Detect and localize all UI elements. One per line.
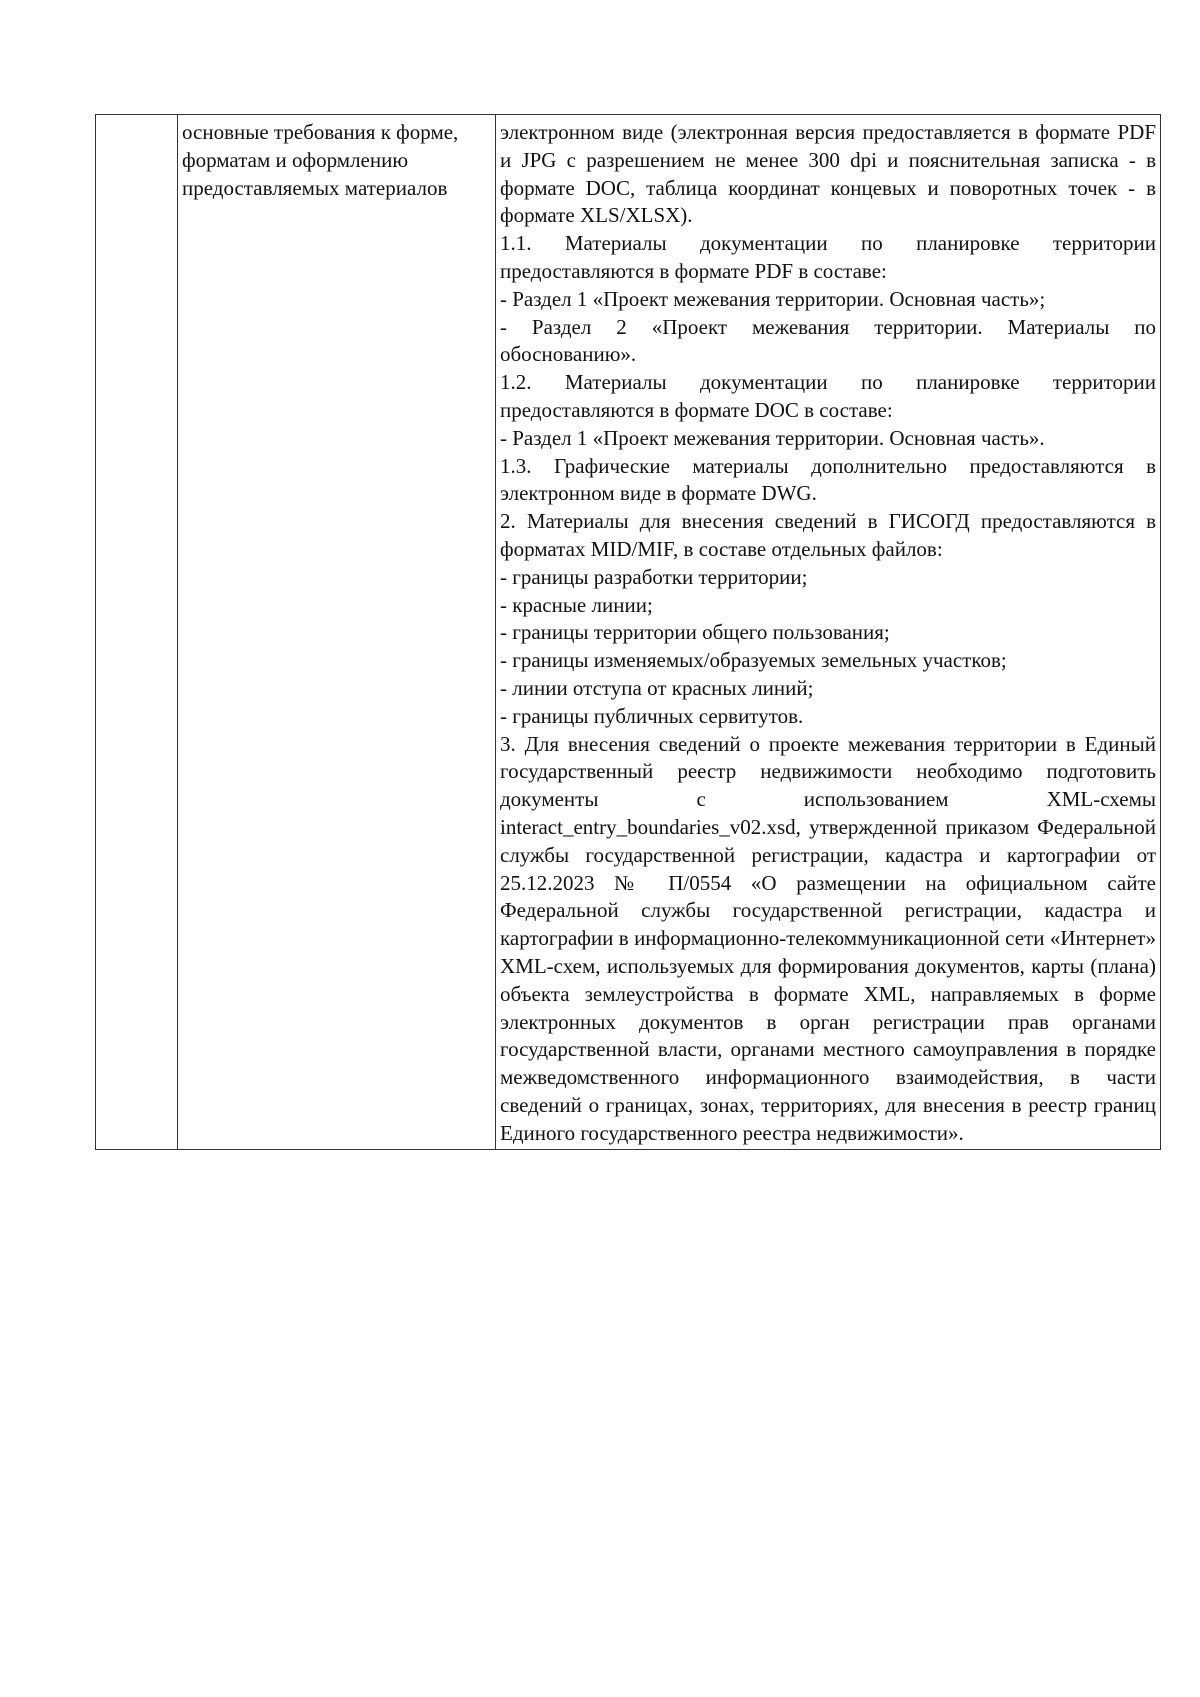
- content-paragraph: 1.3. Графические материалы дополнительно предоставляются в электронном виде в формате DWG.: [500, 453, 1156, 506]
- content-paragraph: электронном виде (электронная версия предоставляется в формате PDF и JPG с разрешением не менее 300 dpi и пояснительная записка - в формате DOC, таблица координат концевых и поворотных точек - в формате XLS/XLSX).: [500, 120, 1156, 228]
- content-list-item: - границы изменяемых/образуемых земельных участков;: [500, 648, 1007, 673]
- content-list-item: - красные линии;: [500, 592, 653, 617]
- row-label-cell: основные требования к форме, форматам и оформлению предоставляемых материалов: [178, 115, 496, 1150]
- content-paragraph: 1.2. Материалы документации по планировке территории предоставляются в формате DOC в составе:: [500, 370, 1156, 422]
- content-list-item: - границы публичных сервитутов.: [500, 703, 804, 728]
- content-paragraph: - Раздел 2 «Проект межевания территории. Материалы по обоснованию».: [500, 314, 1156, 367]
- content-list-item: - линии отступа от красных линий;: [500, 675, 814, 700]
- content-paragraph: 1.1. Материалы документации по планировке территории предоставляются в формате PDF в составе:: [500, 231, 1156, 283]
- content-list-item: - границы разработки территории;: [500, 564, 808, 589]
- content-paragraph: 2. Материалы для внесения сведений в ГИСОГД предоставляются в форматах MID/MIF, в составе отдельных файлов:: [500, 509, 1156, 561]
- content-paragraph: 3. Для внесения сведений о проекте межевания территории в Единый государственный реестр недвижимости необходимо подготовить документы с использованием XML-схемы interact_entry_boundaries_v02.xsd, утвержденной приказом Федеральной службы государственной регистрации, кадастра и картографии от 25.12.2023 № П/0554 «О размещении на официальном сайте Федеральной службы государственной регистрации, кадастра и картографии в информационно-телекоммуникационной сети «Интернет» XML-схем, используемых для формирования документов, карты (плана) объекта землеустройства в формате XML, направляемых в форме электронных документов в орган регистрации прав органами государственной власти, органами местного самоуправления в порядке межведомственного информационного взаимодействия, в части сведений о границах, зонах, территориях, для внесения в реестр границ Единого государственного реестра недвижимости».: [500, 731, 1156, 1145]
- table-row: [96, 115, 1161, 1150]
- content-paragraph: - Раздел 1 «Проект межевания территории. Основная часть».: [500, 425, 1045, 450]
- row-content-cell: [496, 115, 1161, 1150]
- row-number-cell: [96, 115, 178, 1150]
- requirements-table: [95, 114, 1161, 1150]
- content-paragraph: - Раздел 1 «Проект межевания территории. Основная часть»;: [500, 286, 1046, 311]
- content-list-item: - границы территории общего пользования;: [500, 620, 890, 645]
